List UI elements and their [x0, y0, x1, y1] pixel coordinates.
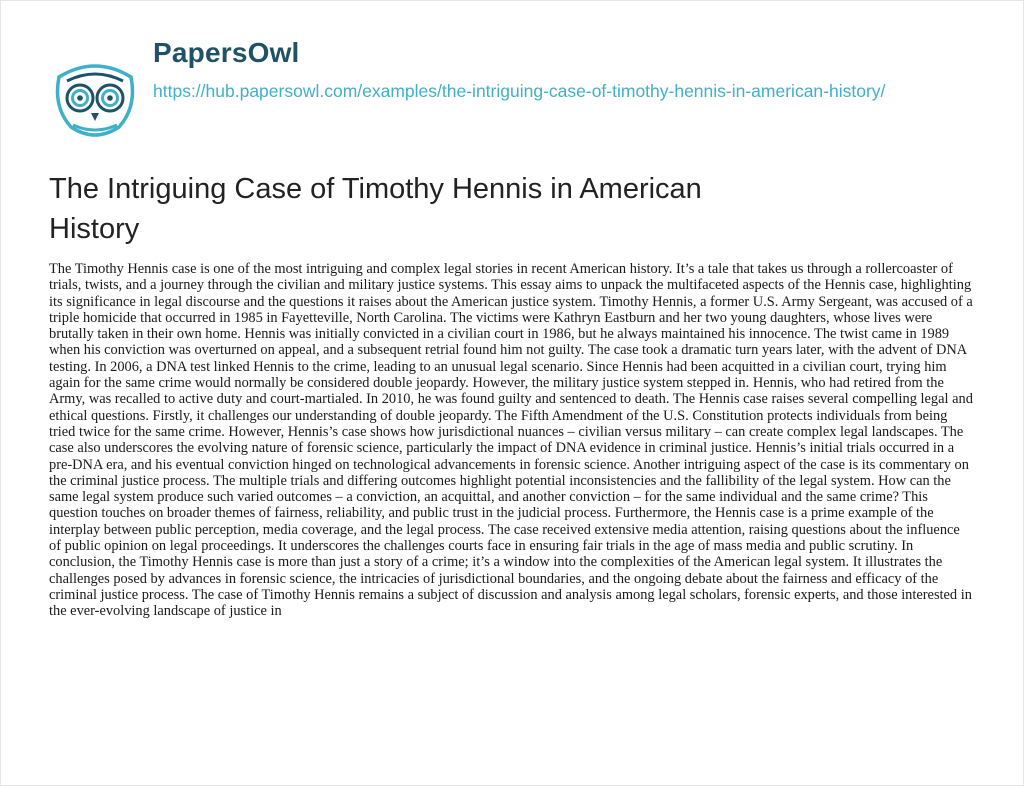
brand-name[interactable]: PapersOwl: [153, 37, 300, 68]
source-url-link[interactable]: https://hub.papersowl.com/examples/the-intriguing-case-of-timothy-hennis-in-american-history/: [153, 81, 886, 101]
page-header: [49, 33, 949, 153]
document-title: The Intriguing Case of Timothy Hennis in American History: [49, 173, 702, 245]
document-body: The Timothy Hennis case is one of the most intriguing and complex legal stories in recent American history. It’s a tale that takes us through a rollercoaster of trials, twists, and a journey through the civilian and military justice systems. This essay aims to unpack the multifaceted aspects of the Hennis case, highlighting its significance in legal discourse and the questions it raises about the American justice system. Timothy Hennis, a former U.S. Army Sergeant, was accused of a triple homicide that occurred in 1985 in Fayetteville, North Carolina. The victims were Kathryn Eastburn and her two young daughters, whose lives were brutally taken in their own home. Hennis was initially convicted in a civilian court in 1986, but he always maintained his innocence. The twist came in 1989 when his conviction was overturned on appeal, and a subsequent retrial found him not guilty. The case took a dramatic turn years later, with the advent of DNA testing. In 2006, a DNA test linked Hennis to the crime, leading to an unusual legal scenario. Since Hennis had been acquitted in a civilian court, trying him again for the same crime would normally be considered double jeopardy. However, the military justice system stepped in. Hennis, who had retired from the Army, was recalled to active duty and court-martialed. In 2010, he was found guilty and sentenced to death. The Hennis case raises several compelling legal and ethical questions. Firstly, it challenges our understanding of double jeopardy. The Fifth Amendment of the U.S. Constitution protects individuals from being tried twice for the same crime. However, Hennis’s case shows how jurisdictional nuances – civilian versus military – can create complex legal landscapes. The case also underscores the evolving nature of forensic science, particularly the impact of DNA evidence in criminal justice. Hennis’s initial trials occurred in a pre-DNA era, and his eventual conviction hinged on technological advancements in forensic science. Another intriguing aspect of the case is its commentary on the criminal justice process. The multiple trials and differing outcomes highlight potential inconsistencies and the fallibility of the legal system. How can the same legal system produce such varied outcomes – a conviction, an acquittal, and another conviction – for the same individual and the same crime? This question touches on broader themes of fairness, reliability, and public trust in the judicial process. Furthermore, the Hennis case is a prime example of the interplay between public perception, media coverage, and the legal process. The case received extensive media attention, raising questions about the influence of public opinion on legal proceedings. It underscores the challenges courts face in ensuring fair trials in the age of mass media and public scrutiny. In conclusion, the Timothy Hennis case is more than just a story of a crime; it’s a window into the complexities of the American legal system. It illustrates the challenges posed by advances in forensic science, the intricacies of jurisdictional boundaries, and the ongoing debate about the fairness and efficacy of the criminal justice process. The case of Timothy Hennis remains a subject of discussion and analysis among legal scholars, forensic experts, and those interested in the ever-evolving landscape of justice in: [49, 261, 973, 620]
owl-logo-icon: [49, 51, 141, 143]
